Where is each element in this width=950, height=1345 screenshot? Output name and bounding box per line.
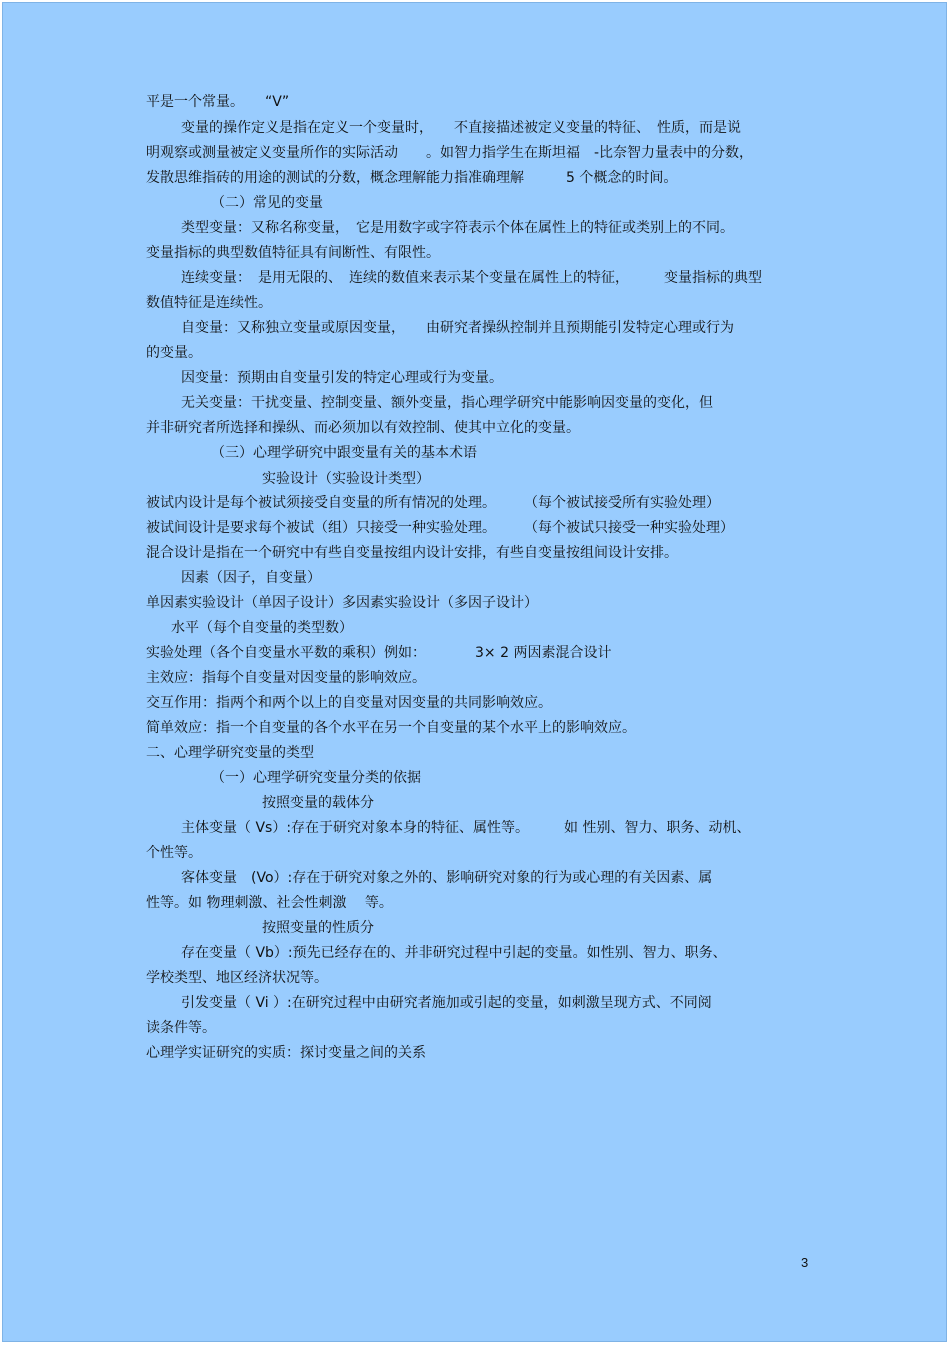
text-line: 水平（每个自变量的类型数） [171, 620, 353, 636]
chapter-heading: 二、心理学研究变量的类型 [146, 745, 314, 761]
text-line: 因变量：预期由自变量引发的特定心理或行为变量。 [181, 370, 503, 386]
subsection-heading: 按照变量的载体分 [262, 795, 374, 811]
section-heading: （三）心理学研究中跟变量有关的基本术语 [211, 445, 477, 461]
subsection-heading: 按照变量的性质分 [262, 920, 374, 936]
text-line: 连续变量： 是用无限的、 连续的数值来表示某个变量在属性上的特征， 变量指标的典型 [181, 270, 762, 286]
text-line: 混合设计是指在一个研究中有些自变量按组内设计安排，有些自变量按组间设计安排。 [146, 545, 678, 561]
text-line: 主体变量（ Vs）:存在于研究对象本身的特征、属性等。 如 性别、智力、职务、动机、 [181, 820, 751, 836]
section-heading: （二）常见的变量 [211, 195, 323, 211]
text-line: 个性等。 [146, 845, 202, 861]
text-line: 性等。如 物理刺激、社会性刺激 等。 [146, 895, 393, 911]
text-line: 明观察或测量被定义变量所作的实际活动 。如智力指学生在斯坦福 -比奈智力量表中的分数， [146, 145, 754, 161]
text-line: 被试内设计是每个被试须接受自变量的所有情况的处理。 （每个被试接受所有实验处理） [146, 495, 720, 511]
text-line: 平是一个常量。 “V” [146, 94, 290, 110]
text-line: 读条件等。 [146, 1020, 216, 1036]
text-line: 的变量。 [146, 345, 202, 361]
text-line: 实验处理（各个自变量水平数的乘积）例如： 3× 2 两因素混合设计 [146, 645, 612, 661]
text-line: 主效应：指每个自变量对因变量的影响效应。 [146, 670, 426, 686]
text-line: 数值特征是连续性。 [146, 295, 272, 311]
text-line: 无关变量：干扰变量、控制变量、额外变量，指心理学研究中能影响因变量的变化，但 [181, 395, 713, 411]
text-line: 简单效应：指一个自变量的各个水平在另一个自变量的某个水平上的影响效应。 [146, 720, 636, 736]
document-page [2, 2, 947, 1342]
subsection-heading: 实验设计（实验设计类型） [262, 471, 430, 487]
text-line: 引发变量（ Vi ）:在研究过程中由研究者施加或引起的变量，如刺激呈现方式、不同阅 [181, 995, 712, 1011]
text-line: 心理学实证研究的实质：探讨变量之间的关系 [146, 1045, 426, 1061]
text-line: 客体变量 (Vo）:存在于研究对象之外的、影响研究对象的行为或心理的有关因素、属 [181, 870, 713, 886]
section-heading: （一）心理学研究变量分类的依据 [211, 770, 421, 786]
text-line: 被试间设计是要求每个被试（组）只接受一种实验处理。 （每个被试只接受一种实验处理） [146, 520, 734, 536]
text-line: 交互作用：指两个和两个以上的自变量对因变量的共同影响效应。 [146, 695, 552, 711]
text-line: 因素（因子，自变量） [181, 570, 321, 586]
text-line: 变量指标的典型数值特征具有间断性、有限性。 [146, 245, 440, 261]
text-line: 自变量：又称独立变量或原因变量， 由研究者操纵控制并且预期能引发特定心理或行为 [181, 320, 734, 336]
text-line: 学校类型、地区经济状况等。 [146, 970, 328, 986]
text-line: 变量的操作定义是指在定义一个变量时， 不直接描述被定义变量的特征、 性质，而是说 [181, 120, 741, 136]
page-number: 3 [801, 1255, 809, 1270]
text-line: 并非研究者所选择和操纵、而必须加以有效控制、使其中立化的变量。 [146, 420, 580, 436]
text-line: 存在变量（ Vb）:预先已经存在的、并非研究过程中引起的变量。如性别、智力、职务、 [181, 945, 727, 961]
text-line: 发散思维指砖的用途的测试的分数，概念理解能力指准确理解 5 个概念的时间。 [146, 170, 678, 186]
text-line: 单因素实验设计（单因子设计）多因素实验设计（多因子设计） [146, 595, 538, 611]
text-line: 类型变量：又称名称变量， 它是用数字或字符表示个体在属性上的特征或类别上的不同。 [181, 220, 734, 236]
